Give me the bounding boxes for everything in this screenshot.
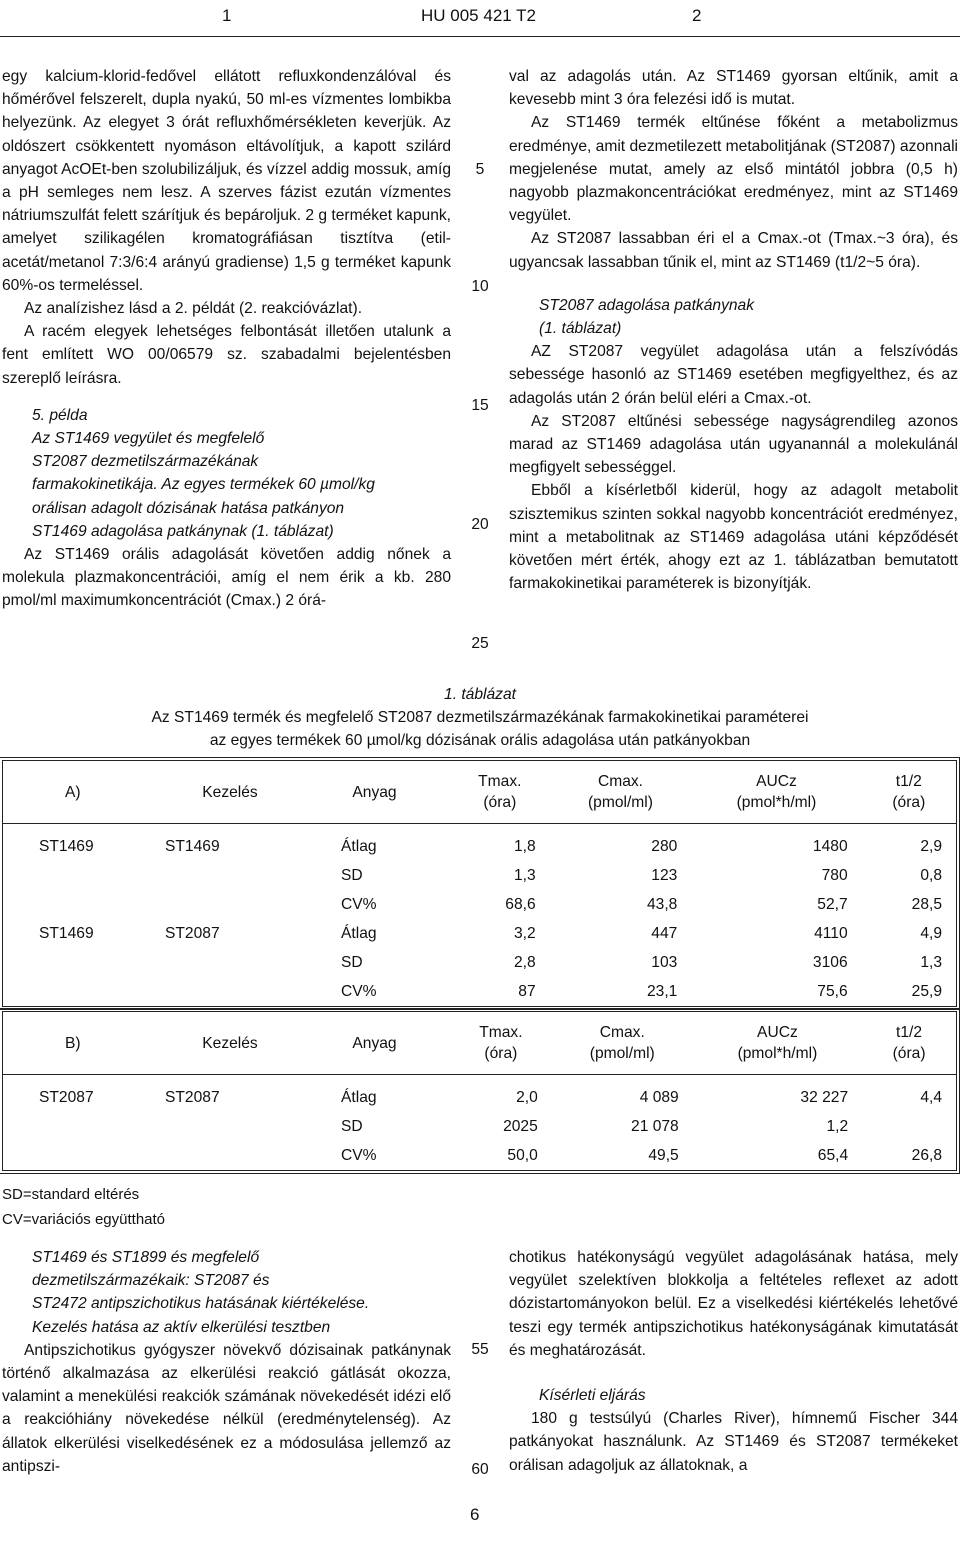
bottom-left-paragraph: Antipszichotikus gyógyszer növekvő dózisainak patkánynak történő alkalmazása az elkerülési reakció gátlását okozza, valamint a menekülési reakciók számának növekedését idézi elő a reakcióhiány növekedése nélkül (eredménytelenség). Az állatok elkerülési viselkedésének ez a módosulása jellemző az antipszi- <box>2 1341 451 1475</box>
table-cell: 2,9 <box>920 837 942 855</box>
table-cell: 1,2 <box>826 1117 849 1135</box>
section-title-line-4: Kezelés hatása az aktív elkerülési tesztben <box>32 1318 331 1336</box>
table-cell: 4110 <box>814 924 848 942</box>
bottom-right-paragraph-2: 180 g testsúlyú (Charles River), hímnemű Fischer 344 patkányokat használunk. Az ST1469 és ST2087 termékeket orálisan adagoljuk az állatoknak, a <box>509 1410 958 1474</box>
table-header-cell: Cmax. (pmol/ml) <box>552 1012 693 1075</box>
table-cell: CV% <box>341 982 377 1000</box>
table-header-cell: AUCz (pmol*h/ml) <box>691 761 861 824</box>
bottom-right-paragraph-1: chotikus hatékonyságú vegyület adagolásának hatása, mely vegyület szelektíven blokkolja a feltételes reflexet az adott dózistartományokon belül. Ez a viselkedési kiértékelés lehetővé teszi egy termék antipszichotikus hatékonyságának kimutatását és meghatározását. <box>509 1249 958 1359</box>
table-cell: 75,6 <box>817 982 848 1000</box>
table-header-cell: Anyag <box>299 1012 450 1075</box>
table-row <box>3 1112 957 1141</box>
right-subheading-2: (1. táblázat) <box>539 320 622 338</box>
table-cell: 447 <box>651 924 678 942</box>
table-header-cell: Anyag <box>299 761 450 824</box>
table-cell: 780 <box>821 866 848 884</box>
table-cell: 26,8 <box>911 1146 942 1164</box>
left-column <box>2 65 451 613</box>
table-cell: SD <box>341 1117 363 1135</box>
table-header-cell: AUCz (pmol*h/ml) <box>693 1012 862 1075</box>
table-cell <box>3 977 162 1007</box>
table-cell <box>3 1112 162 1141</box>
example-title-line-5: ST1469 adagolása patkánynak (1. táblázat) <box>32 522 334 540</box>
example-title-line-3: farmakokinetikája. Az egyes termékek 60 µmol/kg <box>32 476 375 494</box>
example-title-line-2: ST2087 dezmetilszármazékának <box>32 453 259 471</box>
table-cell: CV% <box>341 895 377 913</box>
table-cell: ST1469 <box>39 924 94 942</box>
table-cell <box>161 948 299 977</box>
table-cell: SD <box>341 953 363 971</box>
table-header-cell: t1/2 (óra) <box>862 761 957 824</box>
left-paragraph-1: egy kalcium-klorid-fedővel ellátott refluxkondenzálóval és hőmérővel felszerelt, dupla nyakú, 50 ml-es vízmentes lombikba helyezünk. Az elegyet 3 órát refluxhőmérsékleten keverjük. Az oldószert csökkentett nyomáson eltávolítjuk, a kapott szilárd anyagot AcOEt-ben szolubilizáljuk, és vízzel addig mossuk, amíg a pH semleges nem lesz. A szerves fázist ezután vízmentes nátriumszulfát felett szárítjuk és bepároljuk. 2 g terméket kapunk, amelyet szilikagélen kromatográfiásan tisztítva (etil-acetát/metanol 7:3/6:4 arányú gradiense) 1,5 g terméket kapunk 60%-os termeléssel. <box>2 68 451 294</box>
table-cell: 52,7 <box>817 895 848 913</box>
table-cell <box>3 948 162 977</box>
table-cell: 65,4 <box>817 1146 849 1164</box>
table-cell: 23,1 <box>646 982 678 1000</box>
header-left-page-number: 1 <box>222 6 232 25</box>
table-cell <box>862 1112 956 1141</box>
section-title-line-3: ST2472 antipszichotikus hatásának kiértékelése. <box>32 1295 370 1313</box>
table-caption <box>0 683 960 753</box>
header-rule <box>0 36 960 37</box>
line-number: 5 <box>475 161 485 178</box>
table-cell: ST2087 <box>39 1088 94 1106</box>
example-number: 5. példa <box>32 406 88 424</box>
table-cell: 25,9 <box>911 982 942 1000</box>
header-right-page-number: 2 <box>692 6 702 25</box>
page-number: 6 <box>470 1505 480 1524</box>
section-title-line-2: dezmetilszármazékaik: ST2087 és <box>32 1272 270 1290</box>
table-cell: 4,4 <box>920 1088 942 1106</box>
table-b <box>2 1011 957 1171</box>
table-cell: 28,5 <box>911 895 942 913</box>
table-row <box>3 1075 957 1113</box>
table-cell: ST1469 <box>165 837 220 855</box>
left-paragraph-3: A racém elegyek lehetséges felbontását illetően utalunk a fent említett WO 00/06579 sz. szabadalmi bejelentésben szereplő leírásra. <box>2 323 451 387</box>
table-header-cell: t1/2 (óra) <box>862 1012 956 1075</box>
table-cell: CV% <box>341 1146 377 1164</box>
table-header-cell: Kezelés <box>161 761 299 824</box>
table-header-cell: Tmax. (óra) <box>450 1012 552 1075</box>
table-cell: Átlag <box>341 924 377 942</box>
table-cell: 123 <box>651 866 678 884</box>
right-paragraph-1: val az adagolás után. Az ST1469 gyorsan eltűnik, amit a kevesebb mint 3 óra felezési idő is mutat. <box>509 68 958 109</box>
bottom-left-column <box>2 1246 451 1478</box>
table-cell: 103 <box>651 953 678 971</box>
table-cell: 280 <box>651 837 678 855</box>
table-cell <box>3 890 162 919</box>
table-a <box>2 760 957 1007</box>
right-paragraph-6: Ebből a kísérletből kiderül, hogy az adagolt metabolit szisztemikus szinten sokkal nagyobb koncentrációt eredményez, mint a metabolitnak az ST1469 adagolása utáni képződését követően mért érték, ahogy ezt az 1. táblázatban bemutatott farmakokinetikai paraméterek is bizonyítják. <box>509 482 958 593</box>
table-cell <box>3 1141 162 1171</box>
table-title-line-2: az egyes termékek 60 µmol/kg dózisának orális adagolása után patkányokban <box>209 732 751 750</box>
line-number: 25 <box>471 635 489 652</box>
table-cell: 4,9 <box>920 924 942 942</box>
table-header-cell: Tmax. (óra) <box>450 761 550 824</box>
example-title-line-4: orálisan adagolt dózisának hatása patkányon <box>32 499 345 517</box>
line-number: 20 <box>471 516 489 533</box>
table-cell: 87 <box>518 982 536 1000</box>
table-cell: 21 078 <box>631 1117 679 1135</box>
table-label: 1. táblázat <box>444 686 516 703</box>
table-cell: ST2087 <box>165 1088 220 1106</box>
table-cell <box>161 977 299 1007</box>
table-row <box>3 977 957 1007</box>
right-column <box>509 65 958 595</box>
line-number: 15 <box>471 397 489 414</box>
table-cell: 2,0 <box>516 1088 538 1106</box>
right-paragraph-5: Az ST2087 eltűnési sebessége nagyságrendileg azonos marad az ST1469 adagolása után ugyanannál a molekulánál megfigyelt sebességgel. <box>509 412 958 477</box>
table-cell <box>161 1112 299 1141</box>
table-cell <box>161 1141 299 1171</box>
table-header-cell: Kezelés <box>161 1012 299 1075</box>
table-cell: 1,3 <box>920 953 942 971</box>
right-paragraph-4: AZ ST2087 vegyület adagolása után a felszívódás sebessége hasonló az ST1469 esetében megfigyelthez, és az adagolás után 2 órán belül eléri a Cmax.-ot. <box>509 343 958 407</box>
table-cell: ST1469 <box>39 837 94 855</box>
table-cell: SD <box>341 866 363 884</box>
table-cell <box>161 890 299 919</box>
table-cell: 32 227 <box>800 1088 849 1106</box>
table-row <box>3 919 957 948</box>
table-cell <box>3 861 162 890</box>
table-cell: 0,8 <box>920 866 942 884</box>
table-row <box>3 948 957 977</box>
table-cell: Átlag <box>341 837 377 855</box>
table-cell: 1,8 <box>513 837 536 855</box>
table-cell <box>161 861 299 890</box>
table-header-row <box>3 1012 957 1075</box>
table-cell: 1480 <box>812 837 848 855</box>
table-title-line-1: Az ST1469 termék és megfelelő ST2087 dezmetilszármazékának farmakokinetikai paraméterei <box>151 709 809 727</box>
table-cell: 3,2 <box>513 924 536 942</box>
line-number: 10 <box>471 278 489 295</box>
right-subheading-1: ST2087 adagolása patkánynak <box>539 296 755 314</box>
table-cell: 43,8 <box>646 895 678 913</box>
table-header-cell: A) <box>3 761 162 824</box>
bottom-right-column <box>509 1246 958 1477</box>
table-cell: Átlag <box>341 1088 377 1106</box>
footnote-sd: SD=standard eltérés <box>2 1186 140 1203</box>
table-cell: 68,6 <box>505 895 536 913</box>
table-header-row <box>3 761 957 824</box>
header-document-id: HU 005 421 T2 <box>421 6 536 25</box>
table-cell: 2025 <box>503 1117 538 1135</box>
table-header-cell: B) <box>3 1012 162 1075</box>
right-paragraph-2: Az ST1469 termék eltűnése főként a metabolizmus eredménye, amit dezmetilezett metabolitjának (ST2087) azonnali megjelenése mutat, amely az első mintától jobbra (0,5 h) nagyobb plazmakoncentrációkat eredményez, mint az ST1469 vegyület. <box>509 114 958 225</box>
line-number: 60 <box>471 1461 489 1478</box>
right-paragraph-3: Az ST2087 lassabban éri el a Cmax.-ot (Tmax.~3 óra), és ugyancsak lassabban tűnik el, mint az ST1469 (t1/2~5 óra). <box>509 230 958 271</box>
bottom-right-subheading: Kísérleti eljárás <box>539 1387 646 1405</box>
table-cell: 1,3 <box>513 866 536 884</box>
table-cell: 2,8 <box>513 953 536 971</box>
table-cell: 4 089 <box>639 1088 679 1106</box>
table-cell: 50,0 <box>507 1146 538 1164</box>
table-cell: 3106 <box>812 953 848 971</box>
table-row <box>3 824 957 862</box>
table-cell: ST2087 <box>165 924 220 942</box>
table-row <box>3 1141 957 1171</box>
left-paragraph-2: Az analízishez lásd a 2. példát (2. reakcióvázlat). <box>24 300 363 318</box>
table-header-cell: Cmax. (pmol/ml) <box>550 761 692 824</box>
table-cell: 49,5 <box>648 1146 679 1164</box>
table-row <box>3 861 957 890</box>
table-row <box>3 890 957 919</box>
footnote-cv: CV=variációs együttható <box>2 1211 166 1228</box>
section-title-line-1: ST1469 és ST1899 és megfelelő <box>32 1249 260 1266</box>
left-paragraph-4: Az ST1469 orális adagolását követően addig nőnek a molekula plazmakoncentrációi, amíg el nem érik a kb. 280 pmol/ml maximumkoncentrációt (Cmax.) 2 órá- <box>2 546 451 610</box>
line-number: 55 <box>471 1341 489 1358</box>
example-title-line-1: Az ST1469 vegyület és megfelelő <box>32 430 265 448</box>
